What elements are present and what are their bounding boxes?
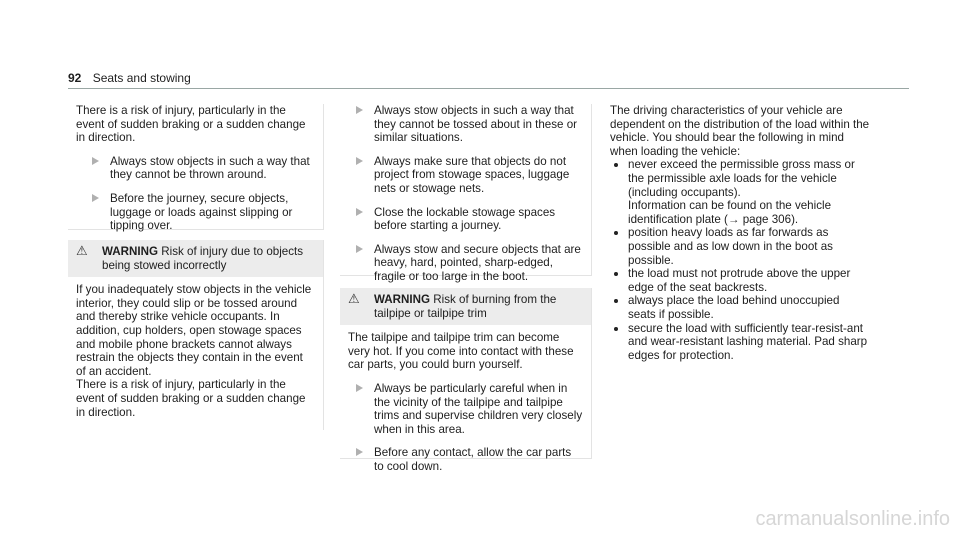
warning-icon: ⚠ <box>348 291 360 306</box>
header-rule <box>68 88 909 89</box>
col2-warning-step-2: Before any contact, allow the car parts to cool down. <box>340 446 583 473</box>
col3-bullet-1: never exceed the permissible gross mass or the permissible axle loads for the vehicle (including occupants). <box>610 158 870 199</box>
col2-warning-title: Risk of burning from the tailpipe or tailpipe trim <box>374 293 557 320</box>
col2-warning-text: The tailpipe and tailpipe trim can become very hot. If you come into contact with these car parts, you could burn yourself. <box>348 331 574 372</box>
col1-notice-box <box>68 104 324 233</box>
col2-step-4: Always stow and secure objects that are heavy, hard, pointed, sharp-edged, fragile or too large in the boot. <box>340 243 583 284</box>
col1-warning-label: WARNING <box>102 245 159 258</box>
col2-warning-header <box>340 288 591 325</box>
page-header <box>68 71 191 85</box>
col1-warning-header <box>68 240 323 277</box>
col2-warning-label: WARNING <box>374 293 431 306</box>
col2-step-1: Always stow objects in such a way that they cannot be tossed about in these or similar situations. <box>340 104 583 145</box>
col3-bullet-4: always place the load behind unoccupied seats if possible. <box>610 294 870 321</box>
col3-bullet-3: the load must not protrude above the upper edge of the seat backrests. <box>610 267 870 294</box>
column-3 <box>610 104 870 362</box>
page-number: 92 <box>68 71 82 85</box>
col3-intro: The driving characteristics of your vehicle are dependent on the distribution of the load within the vehicle. You should bear the following in mind when loading the vehicle: <box>610 104 870 158</box>
col3-bullet-5: secure the load with sufficiently tear-resist-ant and wear-resistant lashing material. Pad sharp edges for protection. <box>610 322 870 363</box>
col2-steps-box <box>340 104 592 283</box>
warning-icon: ⚠ <box>76 243 88 258</box>
col2-warning <box>340 288 592 473</box>
col1-step-2: Before the journey, secure objects, luggage or loads against slipping or tipping over. <box>76 192 315 233</box>
column-2 <box>340 104 592 473</box>
col1-warning-text-2: There is a risk of injury, particularly in the event of sudden braking or a sudden change in direction. <box>76 378 306 419</box>
col3-bullet-2: position heavy loads as far forwards as possible and as low down in the boot as possible. <box>610 226 870 267</box>
col2-step-3: Close the lockable stowage spaces before starting a journey. <box>340 206 583 233</box>
col1-warning-text-1: If you inadequately stow objects in the vehicle interior, they could slip or be tossed around and thereby strike vehicle occupants. In addition, cup holders, open stowage spaces and mobile phone brackets cannot always restrain the objects they contain in the event of an accident. <box>76 283 312 378</box>
col2-warning-step-1: Always be particularly careful when in the vicinity of the tailpipe and tailpipe trims and supervise children very closely when in this area. <box>340 382 583 436</box>
col1-warning <box>68 240 324 430</box>
col1-warning-title: Risk of injury due to objects being stowed incorrectly <box>102 245 304 272</box>
col2-step-2: Always make sure that objects do not project from stowage spaces, luggage nets or stowage nets. <box>340 155 583 196</box>
column-1 <box>68 104 324 430</box>
col3-info-note: Information can be found on the vehicle identification plate (→ page 306). <box>628 199 832 226</box>
section-title: Seats and stowing <box>92 71 191 85</box>
col1-intro: There is a risk of injury, particularly in the event of sudden braking or a sudden change in direction. <box>76 104 306 145</box>
col1-step-1: Always stow objects in such a way that they cannot be thrown around. <box>76 155 315 182</box>
watermark: carmanualsonline.info <box>755 508 950 530</box>
